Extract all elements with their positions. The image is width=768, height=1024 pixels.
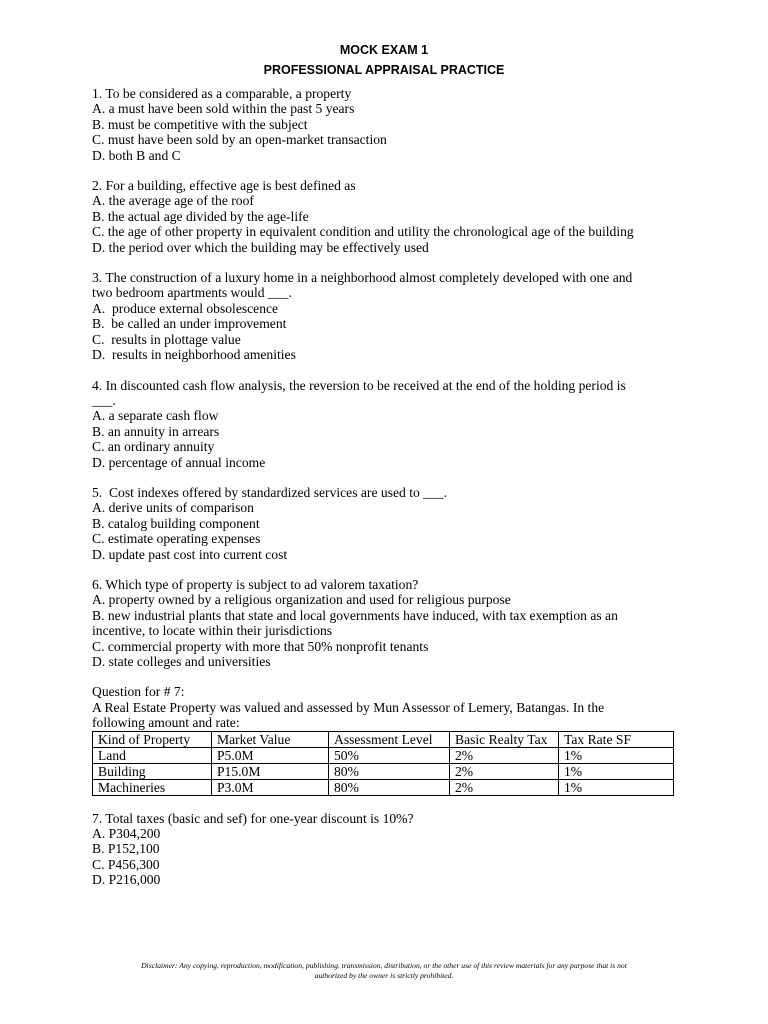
question-4: [92, 378, 692, 470]
choice-a: A. P304,200: [92, 826, 161, 842]
question-stem-line-1: 4. In discounted cash flow analysis, the reversion to be received at the end of the holding period is: [92, 377, 626, 393]
table-row: [93, 763, 674, 779]
table-cell: Land: [93, 747, 212, 763]
question-stem: 6. Which type of property is subject to ad valorem taxation?: [92, 576, 419, 592]
choice-c: C. results in plottage value: [92, 331, 241, 347]
table-cell: 1%: [559, 763, 674, 779]
table-row: [93, 747, 674, 763]
table-header-cell: Kind of Property: [93, 731, 212, 747]
choice-c: C. P456,300: [92, 856, 160, 872]
choice-c: C. an ordinary annuity: [92, 439, 215, 455]
choice-b: B. P152,100: [92, 841, 160, 857]
choice-c: C. commercial property with more that 50% nonprofit tenants: [92, 638, 429, 654]
choice-d: D. P216,000: [92, 872, 161, 888]
choice-a: A. property owned by a religious organization and used for religious purpose: [92, 592, 511, 608]
choice-b-line-1: B. new industrial plants that state and local governments have induced, with tax exemption as an: [92, 607, 618, 623]
context-label: Question for # 7:: [92, 684, 185, 700]
table-cell: P3.0M: [212, 779, 329, 795]
table-cell: 2%: [450, 763, 559, 779]
table-row: [93, 779, 674, 795]
question-1: [92, 86, 692, 163]
question-stem-line-1: 3. The construction of a luxury home in a neighborhood almost completely developed with one and: [92, 270, 633, 286]
choice-c: C. the age of other property in equivalent condition and utility the chronological age of the building: [92, 224, 634, 240]
table-cell: Machineries: [93, 779, 212, 795]
choice-b: B. catalog building component: [92, 515, 260, 531]
table-cell: 80%: [329, 779, 450, 795]
choice-a: A. the average age of the roof: [92, 193, 254, 209]
question-stem: 2. For a building, effective age is best defined as: [92, 178, 356, 194]
question-stem-line-2: ___.: [92, 392, 116, 408]
question-6: [92, 577, 692, 669]
choice-d: D. the period over which the building may be effectively used: [92, 239, 429, 255]
exam-subtitle: PROFESSIONAL APPRAISAL PRACTICE: [263, 63, 505, 77]
choice-b: B. an annuity in arrears: [92, 423, 220, 439]
choice-c: C. must have been sold by an open-market transaction: [92, 132, 387, 148]
choice-b-line-2: incentive, to locate within their jurisdictions: [92, 623, 333, 639]
choice-b: B. be called an under improvement: [92, 316, 287, 332]
question-3: [92, 270, 692, 362]
context-line-2: following amount and rate:: [92, 715, 240, 731]
table-cell: 2%: [450, 779, 559, 795]
disclaimer-line-1: Disclaimer: Any copying, reproduction, modification, publishing, transmission, distribution, or the other use of this review materials for any purpose that is not: [141, 961, 627, 970]
table-cell: P15.0M: [212, 763, 329, 779]
question-stem-line-2: two bedroom apartments would ___.: [92, 285, 292, 301]
choice-b: B. must be competitive with the subject: [92, 116, 308, 132]
table-header-row: [93, 731, 674, 747]
context-line-1: A Real Estate Property was valued and assessed by Mun Assessor of Lemery, Batangas. In the: [92, 699, 605, 715]
exam-page: [92, 40, 692, 888]
footer-disclaimer: [86, 961, 682, 981]
question-5: [92, 485, 692, 562]
choice-d: D. percentage of annual income: [92, 454, 266, 470]
choice-c: C. estimate operating expenses: [92, 531, 261, 547]
table-cell: 2%: [450, 747, 559, 763]
exam-header: [92, 40, 676, 80]
choice-a: A. a separate cash flow: [92, 408, 219, 424]
question-stem: 7. Total taxes (basic and sef) for one-year discount is 10%?: [92, 810, 414, 826]
table-cell: 1%: [559, 779, 674, 795]
question-stem: 5. Cost indexes offered by standardized services are used to ___.: [92, 484, 447, 500]
table-header-cell: Tax Rate SF: [559, 731, 674, 747]
choice-a: A. derive units of comparison: [92, 500, 254, 516]
table-header-cell: Basic Realty Tax: [450, 731, 559, 747]
table-cell: Building: [93, 763, 212, 779]
question-7: [92, 811, 692, 888]
question-2: [92, 178, 692, 255]
choice-d: D. both B and C: [92, 147, 181, 163]
choice-b: B. the actual age divided by the age-life: [92, 208, 309, 224]
question-7-context: [92, 684, 692, 730]
table-cell: P5.0M: [212, 747, 329, 763]
table-header-cell: Market Value: [212, 731, 329, 747]
choice-a: A. produce external obsolescence: [92, 300, 279, 316]
question-stem: 1. To be considered as a comparable, a property: [92, 86, 352, 101]
choice-a: A. a must have been sold within the past 5 years: [92, 101, 355, 117]
property-tax-table: [92, 731, 674, 796]
table-cell: 1%: [559, 747, 674, 763]
choice-d: D. results in neighborhood amenities: [92, 347, 296, 363]
table-header-cell: Assessment Level: [329, 731, 450, 747]
table-cell: 50%: [329, 747, 450, 763]
disclaimer-line-2: authorized by the owner is strictly prohibited.: [314, 971, 454, 980]
choice-d: D. state colleges and universities: [92, 654, 271, 669]
exam-title: MOCK EXAM 1: [339, 43, 429, 57]
choice-d: D. update past cost into current cost: [92, 546, 288, 562]
table-cell: 80%: [329, 763, 450, 779]
